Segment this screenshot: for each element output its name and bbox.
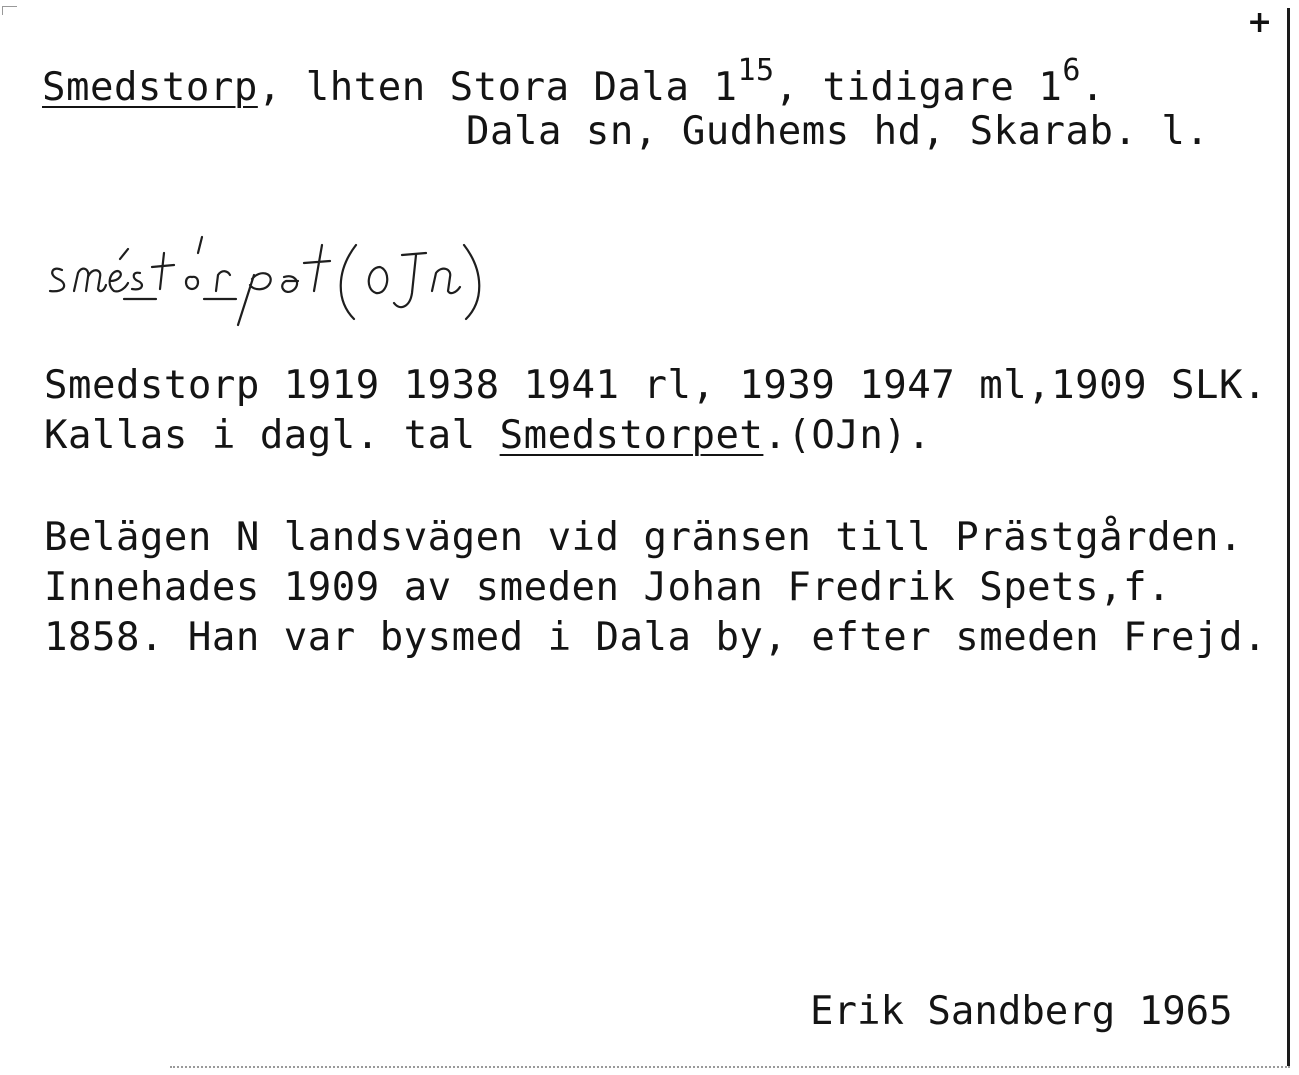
card-bottom-edge xyxy=(170,1066,1290,1068)
description-line-3: 1858. Han var bysmed i Dala by, efter smeden Frejd. xyxy=(44,615,1267,660)
sources-line-2 xyxy=(44,413,932,458)
signature: Erik Sandberg 1965 xyxy=(810,989,1233,1034)
header-line-1 xyxy=(42,53,1105,110)
card-right-edge xyxy=(1287,8,1290,1066)
superscript-1: 15 xyxy=(737,53,775,88)
place-name: Smedstorp xyxy=(42,65,258,110)
corner-plus-symbol: + xyxy=(1247,5,1273,40)
description-line-1: Belägen N landsvägen vid gränsen till Prästgården. xyxy=(44,515,1243,560)
header-line-1-rest: , lhten Stora Dala 1 xyxy=(257,65,738,110)
header-line-2: Dala sn, Gudhems hd, Skarab. l. xyxy=(466,109,1210,154)
corner-mark xyxy=(2,6,17,15)
sources-line-2-prefix: Kallas i dagl. tal xyxy=(44,413,500,458)
header-line-1-mid: , tidigare 1 xyxy=(774,65,1063,110)
header-line-1-end: . xyxy=(1080,65,1105,110)
sources-line-1: Smedstorp 1919 1938 1941 rl, 1939 1947 ml,1909 SLK. xyxy=(44,363,1267,408)
description-line-2: Innehades 1909 av smeden Johan Fredrik Spets,f. xyxy=(44,565,1172,610)
sources-line-2-suffix: .(OJn). xyxy=(763,413,932,458)
colloquial-name: Smedstorpet xyxy=(499,413,764,458)
superscript-2: 6 xyxy=(1062,53,1081,88)
